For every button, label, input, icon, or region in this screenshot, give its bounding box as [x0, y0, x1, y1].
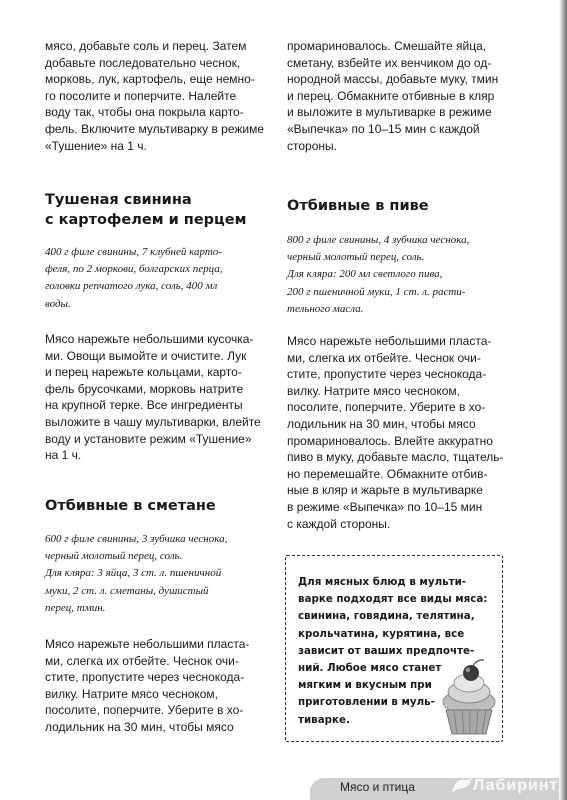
watermark: Лабиринт: [473, 777, 559, 794]
recipe-ingredients-chops-sour-cream: 600 г филе свинины, 3 зубчика чеснока, черный молотый перец, соль. Для кляра: 3 яйца, 3 ст. л. пшеничной муки, 2 ст. л. сметаны, душистый перец, тмин.: [45, 533, 228, 614]
recipe-title-stewed-pork: Тушеная свинина с картофелем и перцем: [45, 192, 247, 228]
recipe-title-chops-sour-cream: Отбивные в сметане: [45, 498, 216, 514]
section-label: Мясо и птица: [340, 780, 415, 794]
tip-box: [285, 555, 503, 742]
recipe-title-chops-beer: Отбивные в пиве: [287, 198, 429, 214]
intro-paragraph: мясо, добавьте соль и перец. Затем добавьте последовательно чеснок, морковь, лук, картофель, еще немно- го посолите и поперчите. Налейте воду так, чтобы она покрыла карто- фель. Включите мультиварку в режиме «Тушение» на 1 ч.: [45, 39, 265, 153]
recipe-ingredients-stewed-pork: 400 г филе свинины, 7 клубней карто- феля, по 2 моркови, болгарских перца, головки репчатого лука, соль, 400 мл воды.: [45, 246, 223, 310]
page-footer: [310, 768, 567, 800]
page-edge-shadow: [559, 0, 567, 800]
recipe-instructions-chops-sour-cream: Мясо нарежьте небольшими пласта- ми, слегка их отбейте. Чеснок очи- стите, пропустите через чеснокода- вилку. Натрите мясо чесноком, посолите, поперчите. Уберите в хо- лодильник на 30 мин, чтобы мясо: [45, 637, 250, 734]
continuation-paragraph: промариновалось. Смешайте яйца, сметану, взбейте их венчиком до од- нородной массы, добавьте муку, тмин и перец. Обмакните отбивные в кляр и выложите в мультиварке в режиме «Выпечка» по 10–15 мин с каждой стороны.: [287, 39, 499, 153]
labirint-logo-icon: [450, 774, 474, 796]
recipe-instructions-chops-beer: Мясо нарежьте небольшими пласта- ми, слегка их отбейте. Чеснок очи- стите, пропустите через чеснокода- вилку. Натрите мясо чесноком, посолите, поперчите. Уберите в хо- лодильник на 30 мин, чтобы мясо промариновалось. Влейте аккуратно пиво в муку, добавьте масло, тщатель- но перемешайте. Обмакните отбив- ные в кляр и жарьте в мультиварке в режиме «Выпечка» по 10–15 мин с каждой стороны.: [287, 334, 504, 531]
recipe-ingredients-chops-beer: 800 г филе свинины, 4 зубчика чеснока, черный молотый перец, соль. Для кляра: 200 мл светлого пива, 200 г пшеничной муки, 1 ст. л. расти- тельного масла.: [287, 234, 470, 315]
cupcake-icon: [440, 658, 498, 736]
recipe-instructions-stewed-pork: Мясо нарежьте небольшими кусочка- ми. Овощи вымойте и очистите. Лук и перец нарежьте кольцами, карто- фель брусочками, морковь натрите на крупной терке. Все ингредиенты выложите в чашу мультиварки, влейте воду и установите режим «Тушение» на 1 ч.: [45, 332, 261, 463]
tip-text: Для мясных блюд в мульти- варке подходят все виды мяса: свинина, говядина, телятина, крольчатина, курятина, все зависит от ваших предпочте- ний. Любое мясо станет мягким и вкусным при приготовлении в муль- тиварке.: [298, 576, 488, 726]
